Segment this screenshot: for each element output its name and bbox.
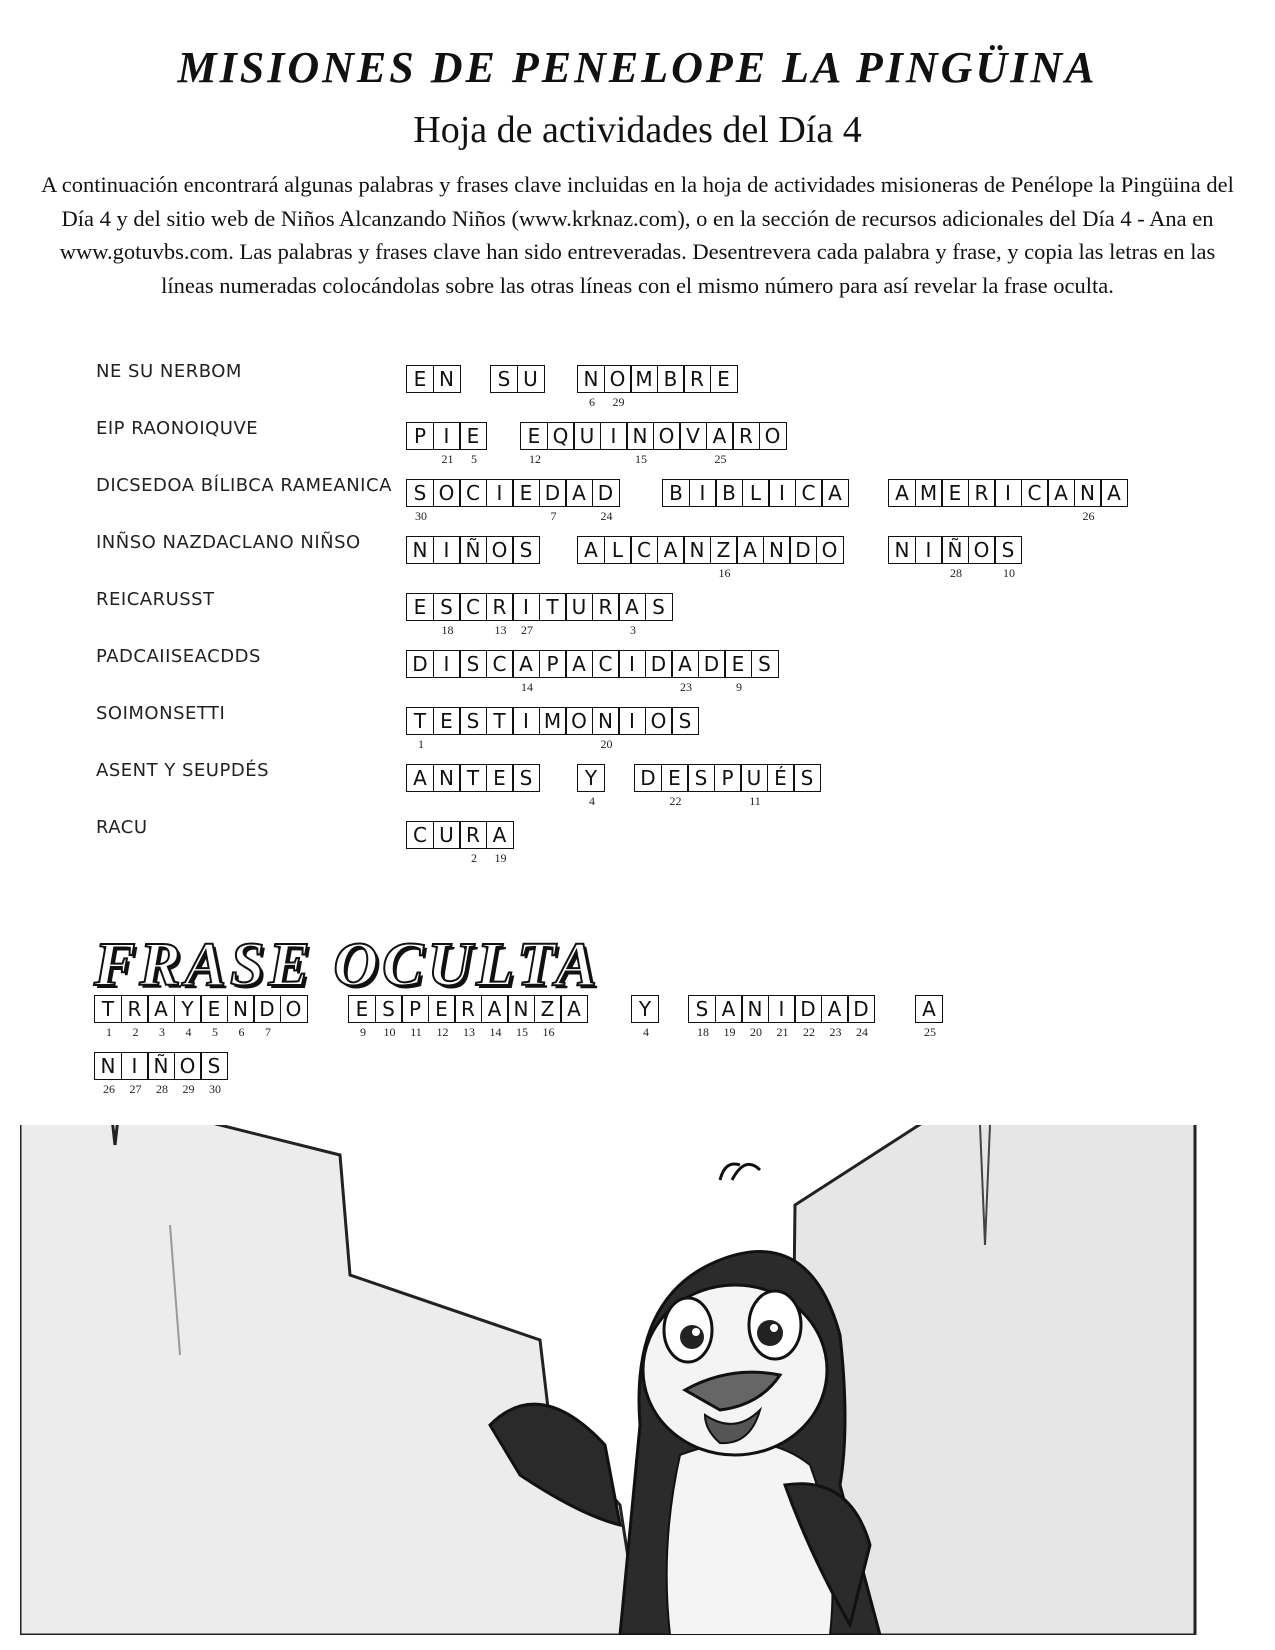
scrambled-phrase: ASENT Y SEUPDÉS [96,760,269,781]
letter-box[interactable]: N 20 [592,707,620,735]
letter-box[interactable]: E 12 [428,995,456,1023]
letter-box[interactable]: N [433,764,461,792]
letter-box[interactable]: A [821,479,849,507]
letter-box[interactable]: Ñ [459,536,487,564]
letter-box[interactable]: S [671,707,699,735]
letter-number: 25 [714,452,727,466]
answer-word [577,365,738,409]
letter-box[interactable]: A 23 [671,650,699,678]
letter-box[interactable]: B [715,479,743,507]
letter-number: 4 [185,1025,192,1039]
answer-word [406,707,699,751]
letter-box[interactable]: D 24 [592,479,620,507]
letter-box[interactable]: R [592,593,620,621]
answer-word [406,821,514,865]
answer-word [888,536,1022,580]
letter-number: 19 [494,851,507,865]
letter-box[interactable]: S 30 [406,479,434,507]
letter-box[interactable]: S 18 [433,593,461,621]
answer-word [348,995,588,1039]
letter-box[interactable]: S [512,764,540,792]
letter-box[interactable]: E [406,593,434,621]
puzzle-row [0,412,1275,466]
letter-box[interactable]: P 11 [401,995,429,1023]
letter-box[interactable]: I [618,707,646,735]
letter-number: 21 [776,1025,789,1039]
letter-number: 22 [669,794,682,808]
letter-number: 21 [441,452,454,466]
letter-box[interactable]: M [630,365,658,393]
letter-number: 16 [542,1025,555,1039]
letter-box[interactable]: N 6 [577,365,605,393]
hidden-phrase-line [0,985,1275,1039]
letter-box[interactable]: E 9 [348,995,376,1023]
letter-box[interactable]: L [742,479,770,507]
letter-box[interactable]: D [634,764,662,792]
letter-box[interactable]: P [406,422,434,450]
scrambled-phrase: PADCAIISEACDDS [96,646,261,667]
letter-number: 18 [441,623,454,637]
letter-box[interactable]: R 13 [486,593,514,621]
letter-box[interactable]: D [698,650,726,678]
letter-number: 1 [418,737,424,751]
letter-number: 28 [950,566,962,580]
letter-number: 25 [924,1025,936,1039]
letter-number: 14 [489,1025,502,1039]
answer-word [406,422,487,466]
letter-box[interactable]: S [645,593,673,621]
hidden-phrase-title: FRASE OCULTA [94,931,601,999]
answer-word [406,764,540,792]
letter-number: 3 [630,623,636,637]
letter-number: 5 [212,1025,218,1039]
letter-box[interactable]: I 27 [121,1052,149,1080]
puzzle-row [0,469,1275,523]
answer-word [662,479,849,507]
letter-box[interactable]: R [732,422,760,450]
instructions-paragraph: A continuación encontrará algunas palabras y frases clave incluidas en la hoja de actividades misioneras de Penélope la Pingüina del Día 4 y del sitio web de Niños Alcanzando Niños (www.krknaz.com), o en la sección de recursos adicionales del Día 4 - Ana en www.gotuvbs.com. Las palabras y frases clave han sido entreveradas. Desentrevera cada palabra y frase, y copia las letras en las líneas numeradas colocándolas sobre las otras líneas con el mismo número para así revelar la frase oculta. [41,172,1234,298]
letter-box[interactable]: P [539,650,567,678]
letter-box[interactable]: O [645,707,673,735]
letter-box[interactable]: D [789,536,817,564]
letter-number: 30 [415,509,427,523]
scrambled-phrase: DICSEDOA BÍLIBCA RAMEANICA [96,475,392,496]
letter-box[interactable]: N [406,536,434,564]
letter-box[interactable]: O [816,536,844,564]
letter-box[interactable]: O [433,479,461,507]
letter-box[interactable]: I [512,707,540,735]
letter-box[interactable]: A [657,536,685,564]
letter-number: 12 [529,452,541,466]
letter-box[interactable]: E [406,365,434,393]
letter-box[interactable]: I [433,536,461,564]
letter-box[interactable]: N [888,536,916,564]
letter-box[interactable]: R 2 [121,995,149,1023]
letter-box[interactable]: U 11 [740,764,768,792]
letter-box[interactable]: Ñ 28 [147,1052,175,1080]
letter-box[interactable]: D 24 [847,995,875,1023]
letter-box[interactable]: C [486,650,514,678]
letter-box[interactable]: S 10 [375,995,403,1023]
letter-number: 16 [718,566,731,580]
letter-box[interactable]: S [490,365,518,393]
letter-box[interactable]: C [1021,479,1049,507]
letter-box[interactable]: D 7 [253,995,281,1023]
letter-box[interactable]: A [565,650,593,678]
letter-number: 10 [1003,566,1015,580]
letter-box[interactable]: I [433,650,461,678]
letter-box[interactable]: U [573,422,601,450]
puzzle-row [0,355,1275,409]
letter-box[interactable]: A 3 [618,593,646,621]
letter-number: 4 [643,1025,649,1039]
letter-box[interactable]: A 3 [147,995,175,1023]
letter-box[interactable]: E [486,764,514,792]
letter-number: 6 [589,395,595,409]
letter-number: 2 [132,1025,139,1039]
letter-number: 22 [803,1025,815,1039]
page-title: MISIONES DE PENELOPE LA PINGÜINA [177,43,1098,92]
letter-box[interactable]: E 12 [520,422,548,450]
letter-box[interactable]: B [657,365,685,393]
letter-box[interactable]: O [968,536,996,564]
letter-box[interactable]: R 13 [454,995,482,1023]
letter-box[interactable]: S 10 [994,536,1022,564]
letter-box[interactable]: I [618,650,646,678]
letter-number: 13 [463,1025,475,1039]
letter-number: 11 [410,1025,422,1039]
answer-word [406,650,779,694]
letter-number: 9 [360,1025,366,1039]
letter-number: 29 [612,395,625,409]
letter-box[interactable]: S 30 [200,1052,228,1080]
letter-number: 2 [471,851,477,865]
letter-box[interactable]: Y 4 [577,764,605,792]
letter-box[interactable]: E [433,707,461,735]
letter-box[interactable]: Z 16 [710,536,738,564]
letter-box[interactable]: S [751,650,779,678]
letter-box[interactable]: E [941,479,969,507]
scrambled-phrase: SOIMONSETTI [96,703,226,724]
letter-number: 28 [156,1082,168,1096]
scrambled-phrase: INÑSO NAZDACLANO NIÑSO [96,532,361,553]
letter-box[interactable]: I [689,479,717,507]
letter-box[interactable]: I 21 [433,422,461,450]
letter-box[interactable]: T [486,707,514,735]
scrambled-phrase: REICARUSST [96,589,215,610]
letter-box[interactable]: D [406,650,434,678]
letter-box[interactable]: I [768,479,796,507]
letter-number: 13 [494,623,507,637]
letter-box[interactable]: U [517,365,545,393]
letter-box[interactable]: C [406,821,434,849]
letter-box[interactable]: T [539,593,567,621]
puzzle-row [0,526,1275,580]
letter-box[interactable]: N 15 [626,422,654,450]
letter-box[interactable]: I 27 [512,593,540,621]
letter-box[interactable]: A [736,536,764,564]
letter-number: 29 [182,1082,195,1096]
letter-number: 24 [856,1025,868,1039]
letter-box[interactable]: E [512,479,540,507]
letter-box[interactable]: N 15 [507,995,535,1023]
letter-number: 19 [723,1025,736,1039]
letter-box[interactable]: N [763,536,791,564]
letter-box[interactable]: O [759,422,787,450]
letter-box[interactable]: É [767,764,795,792]
scrambled-phrase: RACU [96,817,148,838]
letter-box[interactable]: N [433,365,461,393]
answer-word [406,365,461,393]
letter-box[interactable]: C [459,593,487,621]
letter-box[interactable]: Ñ 28 [941,536,969,564]
letter-box[interactable]: N 6 [227,995,255,1023]
answer-word [406,536,540,564]
letter-box[interactable]: T [459,764,487,792]
letter-number: 4 [589,794,595,808]
letter-box[interactable]: D [645,650,673,678]
letter-box[interactable]: A 25 [915,995,943,1023]
letter-box[interactable]: O [565,707,593,735]
letter-box[interactable]: E 5 [200,995,228,1023]
page-subtitle: Hoja de actividades del Día 4 [413,109,862,151]
puzzle-row [0,640,1275,694]
letter-box[interactable]: I [600,422,628,450]
letter-number: 9 [736,680,742,694]
letter-box[interactable]: C [592,650,620,678]
letter-box[interactable]: O [653,422,681,450]
answer-word [577,764,605,808]
answer-word [520,422,787,466]
letter-box[interactable]: R 2 [459,821,487,849]
letter-box[interactable]: E 5 [459,422,487,450]
letter-box[interactable]: S [687,764,715,792]
letter-box[interactable]: R [968,479,996,507]
letter-number: 12 [436,1025,449,1039]
puzzle-row [0,697,1275,751]
letter-number: 20 [600,737,613,751]
letter-box[interactable]: C [795,479,823,507]
letter-box[interactable]: D 7 [539,479,567,507]
letter-box[interactable]: S [459,650,487,678]
letter-box[interactable]: O [280,995,308,1023]
answer-word [406,593,673,637]
letter-box[interactable]: S [512,536,540,564]
answer-word [577,536,844,580]
letter-box[interactable]: U [433,821,461,849]
letter-box[interactable]: A 19 [486,821,514,849]
letter-number: 20 [750,1025,762,1039]
letter-box[interactable]: N 26 [1074,479,1102,507]
letter-box[interactable]: A 19 [715,995,743,1023]
letter-box[interactable]: E 9 [724,650,752,678]
letter-number: 5 [471,452,477,466]
letter-box[interactable]: M [915,479,943,507]
letter-box[interactable]: S [459,707,487,735]
hidden-phrase-line [0,1042,1275,1096]
letter-box[interactable]: A 25 [706,422,734,450]
letter-box[interactable]: T 1 [406,707,434,735]
puzzle-row [0,583,1275,637]
scrambled-phrase: EIP RAONOIQUVE [96,418,259,439]
letter-box[interactable]: I [486,479,514,507]
letter-box[interactable]: A [560,995,588,1023]
letter-number: 15 [516,1025,528,1039]
letter-number: 11 [749,794,761,808]
letter-box[interactable]: U [565,593,593,621]
letter-number: 26 [103,1082,115,1096]
letter-box[interactable]: L [604,536,632,564]
letter-box[interactable]: S [793,764,821,792]
letter-box[interactable]: D 22 [794,995,822,1023]
answer-word [94,1052,228,1096]
letter-box[interactable]: N [683,536,711,564]
letter-number: 27 [521,623,533,637]
puzzle-row [0,811,1275,865]
letter-box[interactable]: A 14 [512,650,540,678]
letter-box[interactable]: O 29 [174,1052,202,1080]
letter-box[interactable]: C [630,536,658,564]
letter-box[interactable]: A [1047,479,1075,507]
letter-box[interactable]: N 20 [741,995,769,1023]
letter-box[interactable]: A 23 [821,995,849,1023]
letter-box[interactable]: P [714,764,742,792]
letter-box[interactable]: V [679,422,707,450]
letter-number: 23 [829,1025,842,1039]
letter-box[interactable]: B [662,479,690,507]
letter-number: 18 [697,1025,709,1039]
letter-box[interactable]: E [710,365,738,393]
letter-box[interactable]: R [683,365,711,393]
letter-number: 6 [238,1025,245,1039]
letter-box[interactable]: I 21 [768,995,796,1023]
letter-box[interactable]: S 18 [688,995,716,1023]
letter-box[interactable]: A [565,479,593,507]
answer-word [915,995,943,1039]
letter-box[interactable]: I [994,479,1022,507]
letter-box[interactable]: A 14 [481,995,509,1023]
letter-box[interactable]: N 26 [94,1052,122,1080]
scrambled-phrase: NE SU NERBOM [96,361,242,382]
letter-box[interactable]: M [539,707,567,735]
letter-box[interactable]: A [577,536,605,564]
letter-number: 27 [129,1082,142,1096]
letter-number: 7 [550,509,557,523]
letter-number: 24 [600,509,613,523]
answer-word [631,995,659,1039]
letter-box[interactable]: A [888,479,916,507]
letter-number: 3 [159,1025,165,1039]
letter-box[interactable]: Q [547,422,575,450]
letter-number: 10 [383,1025,396,1039]
letter-box[interactable]: E 22 [661,764,689,792]
letter-box[interactable]: Y 4 [631,995,659,1023]
letter-box[interactable]: I [915,536,943,564]
answer-word [490,365,545,393]
letter-box[interactable]: O 29 [604,365,632,393]
letter-number: 1 [106,1025,112,1039]
letter-number: 15 [635,452,647,466]
answer-word [94,995,308,1039]
puzzle-row [0,754,1275,808]
letter-number: 26 [1082,509,1095,523]
answer-word [634,764,821,808]
letter-box[interactable]: Z 16 [534,995,562,1023]
letter-number: 14 [521,680,533,694]
letter-box[interactable]: A [406,764,434,792]
letter-number: 7 [265,1025,271,1039]
letter-box[interactable]: Y 4 [174,995,202,1023]
letter-box[interactable]: O [486,536,514,564]
letter-box[interactable]: C [459,479,487,507]
letter-number: 30 [209,1082,221,1096]
letter-box[interactable]: A [1100,479,1128,507]
answer-word [688,995,875,1039]
letter-box[interactable]: T 1 [94,995,122,1023]
letter-number: 23 [680,680,692,694]
answer-word [406,479,620,523]
penguin-illustration [20,1125,1255,1635]
answer-word [888,479,1128,523]
